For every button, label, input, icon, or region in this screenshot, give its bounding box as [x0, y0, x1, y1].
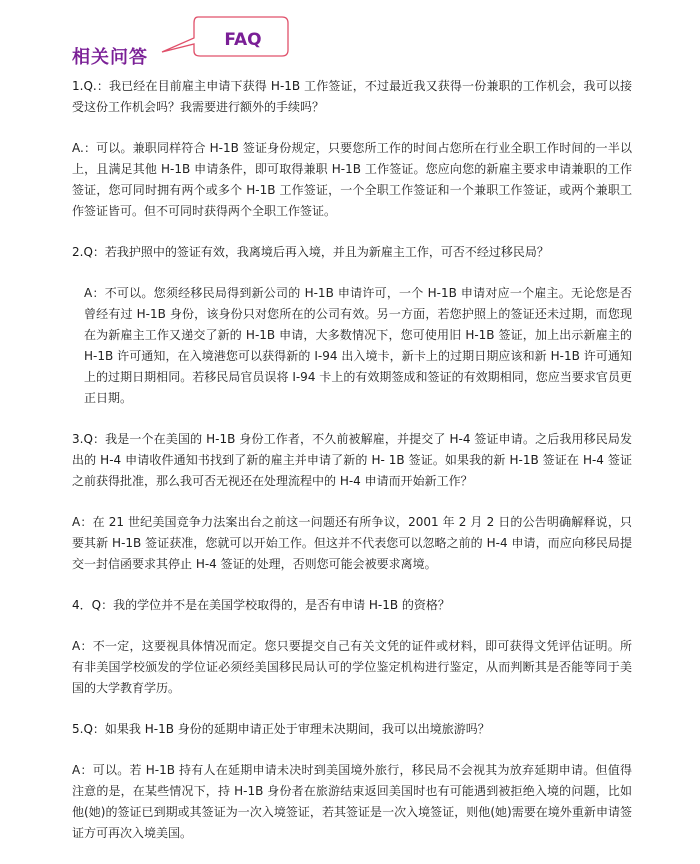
faq-answer-1: A.：可以。兼职同样符合 H-1B 签证身份规定，只要您所工作的时间占您所在行业全职工作时间的一半以上，且满足其他 H-1B 申请条件，即可取得兼职 H-1B 工作签证。您应向您的新雇主要求申请兼职的工作签证，您可同时拥有两个或多个 H-1B 工作签证，一个全职工作签证和一个兼职工作签证，或两个兼职工作签证皆可。但不可同时获得两个全职工作签证。 [72, 141, 632, 218]
section-title: 相关问答 [72, 47, 148, 68]
faq-list [72, 76, 632, 864]
faq-question-1: 1.Q.：我已经在目前雇主申请下获得 H-1B 工作签证，不过最近我又获得一份兼职的工作机会，我可以接受这份工作机会吗？我需要进行额外的手续吗？ [72, 79, 632, 114]
callout-label: FAQ [224, 30, 262, 50]
faq-question-4: 4．Q：我的学位并不是在美国学校取得的，是否有申请 H-1B 的资格？ [72, 598, 450, 612]
faq-answer-4: A：不一定，这要视具体情况而定。您只要提交自己有关文凭的证件或材料，即可获得文凭评估证明。所有非美国学校颁发的学位证必须经美国移民局认可的学位鉴定机构进行鉴定，从而判断其是否能等同于美国的大学教育学历。 [72, 639, 632, 695]
faq-answer-3: A：在 21 世纪美国竞争力法案出台之前这一问题还有所争议，2001 年 2 月 2 日的公告明确解释说，只要其新 H-1B 签证获准，您就可以开始工作。但这并不代表您可以忽略之前的 H-4 申请，而应向移民局提交一封信函要求其停止 H-4 签证的处理，否则您可能会被要求离境。 [72, 515, 632, 571]
faq-callout [150, 14, 290, 58]
faq-question-5: 5.Q：如果我 H-1B 身份的延期申请正处于审理未决期间，我可以出境旅游吗？ [72, 722, 490, 736]
faq-question-2: 2.Q：若我护照中的签证有效，我离境后再入境，并且为新雇主工作，可否不经过移民局？ [72, 245, 549, 259]
page-header [0, 0, 700, 70]
faq-answer-2: A：不可以。您须经移民局得到新公司的 H-1B 申请许可，一个 H-1B 申请对应一个雇主。无论您是否曾经有过 H-1B 身份，该身份只对您所在的公司有效。另一方面，若您护照上的签证还未过期，而您现在为新雇主工作又递交了新的 H-1B 申请，大多数情况下，您可使用旧 H-1B 签证，加上出示新雇主的 H-1B 许可通知，在入境港您可以获得新的 I-94 出入境卡，新卡上的过期日期应该和新 H-1B 许可通知上的过期日期相同。若移民局官员误将 I-94 卡上的有效期签成和签证的有效期相同，您应当要求官员更正日期。 [84, 286, 632, 405]
faq-answer-5: A：可以。若 H-1B 持有人在延期申请未决时到美国境外旅行，移民局不会视其为放弃延期申请。但值得注意的是，在某些情况下，持 H-1B 身份者在旅游结束返回美国时也有可能遇到被拒绝入境的问题，比如他(她)的签证已到期或其签证为一次入境签证，若其签证是一次入境签证，则他(她)需要在境外重新申请签证方可再次入境美国。 [72, 763, 632, 840]
faq-question-3: 3.Q：我是一个在美国的 H-1B 身份工作者，不久前被解雇，并提交了 H-4 签证申请。之后我用移民局发出的 H-4 申请收件通知书找到了新的雇主并申请了新的 H- 1B 签证。如果我的新 H-1B 签证在 H-4 签证之前获得批准，那么我可否无视还在处理流程中的 H-4 申请而开始新工作？ [72, 432, 632, 488]
